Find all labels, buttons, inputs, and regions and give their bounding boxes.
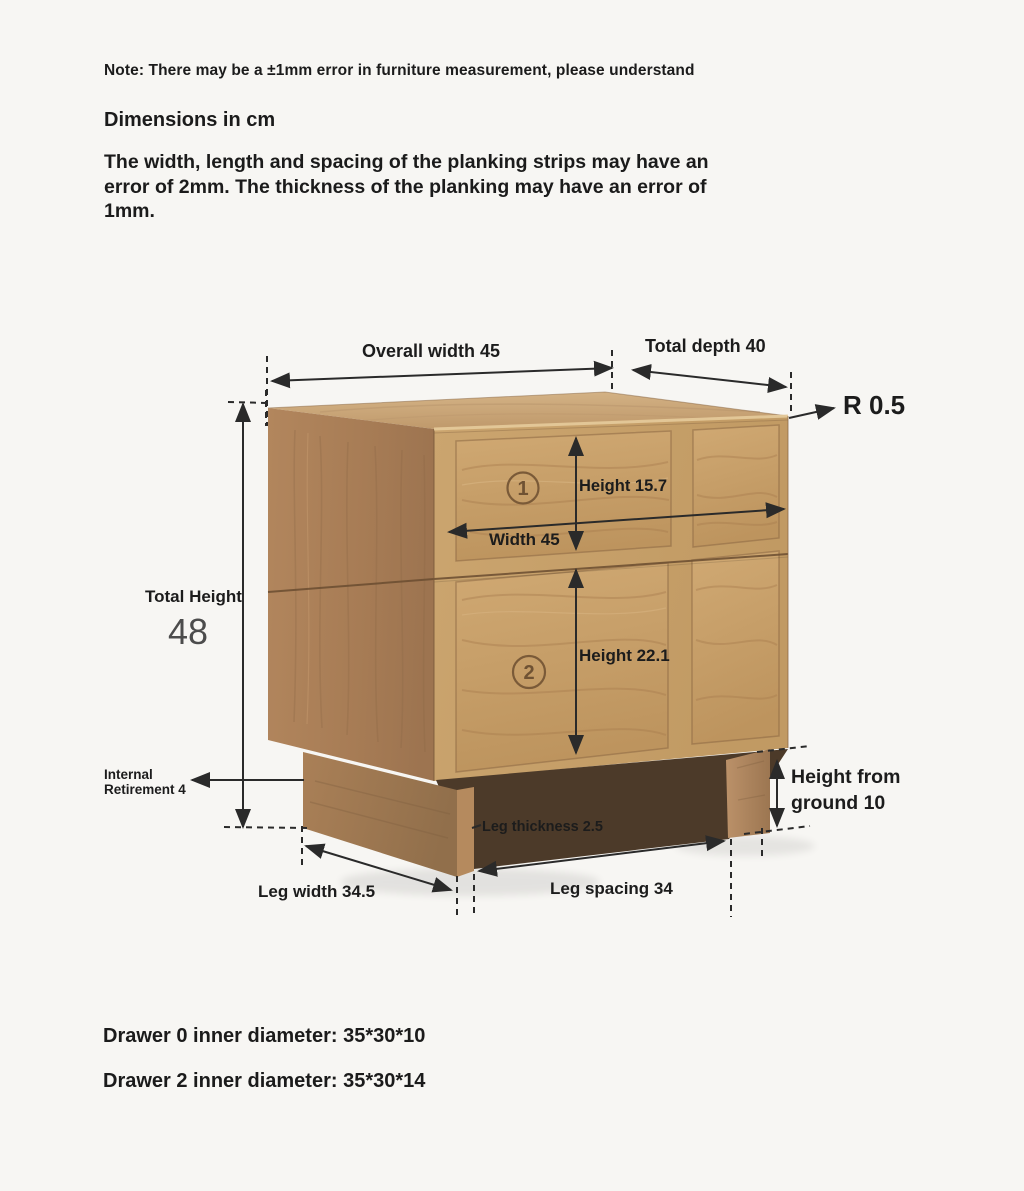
- units-title: Dimensions in cm: [104, 109, 276, 131]
- tolerance-paragraph: The width, length and spacing of the planking strips may have an error of 2mm. The thickness of the planking may have an error of 1mm.: [104, 151, 709, 223]
- internal-retirement-label-line1: Internal: [104, 767, 153, 782]
- drawer1-height-label: Height 15.7: [579, 477, 668, 495]
- drawer2-inner-diameter: Drawer 2 inner diameter: 35*30*14: [103, 1070, 426, 1092]
- dim-corner-radius-line: [789, 408, 834, 418]
- dim-dash: [224, 827, 308, 828]
- drawer-2-panel: [456, 563, 668, 772]
- cabinet-side-panel: [268, 408, 434, 781]
- total-depth-label: Total depth 40: [645, 336, 766, 356]
- drawer-1-marker-number: 1: [517, 478, 529, 500]
- total-height-value: 48: [168, 611, 209, 652]
- upper-right-panel: [693, 425, 779, 547]
- left-leg-front-edge: [457, 787, 474, 877]
- overall-width-label: Overall width 45: [362, 341, 501, 361]
- right-leg: [726, 749, 770, 838]
- dim-overall-width-line: [272, 368, 612, 381]
- corner-radius-label: R 0.5: [843, 390, 906, 420]
- leg-width-label: Leg width 34.5: [258, 882, 376, 901]
- dim-dash: [228, 402, 268, 403]
- internal-retirement-label-line2: Retirement 4: [104, 782, 186, 797]
- drawer1-inner-diameter: Drawer 0 inner diameter: 35*30*10: [103, 1025, 426, 1047]
- height-from-ground-label-line2: ground 10: [791, 792, 886, 814]
- leg-spacing-label: Leg spacing 34: [550, 879, 673, 898]
- height-from-ground-label-line1: Height from: [791, 766, 901, 788]
- drawer-width-label: Width 45: [489, 530, 560, 549]
- leg-thickness-label: Leg thickness 2.5: [482, 819, 603, 835]
- drawer2-height-label: Height 22.1: [579, 646, 670, 665]
- total-height-label: Total Height: [145, 587, 242, 606]
- lower-right-panel: [692, 551, 779, 744]
- dim-total-depth-line: [633, 370, 786, 387]
- drawer-2-marker-number: 2: [523, 662, 535, 684]
- measurement-error-note: Note: There may be a ±1mm error in furniture measurement, please understand: [104, 62, 695, 79]
